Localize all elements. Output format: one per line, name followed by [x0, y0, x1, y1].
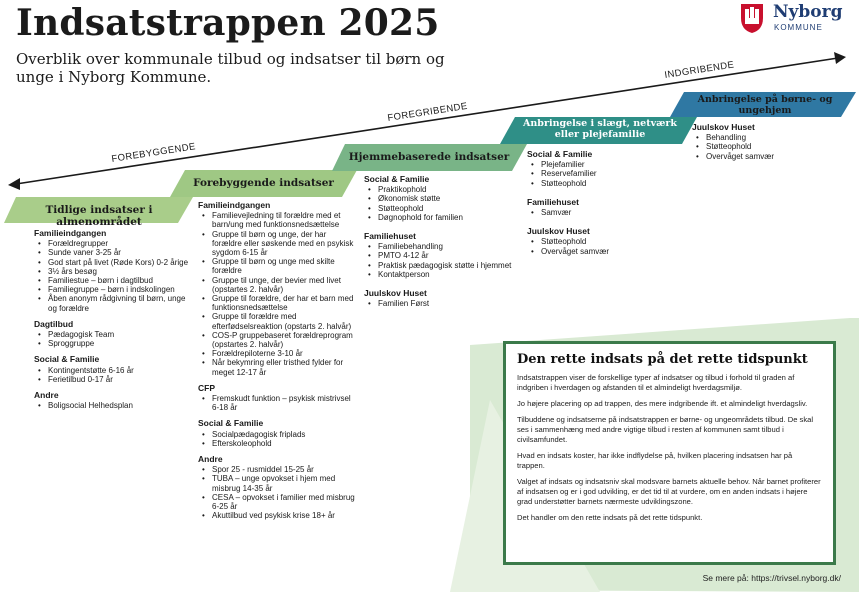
list-item: • PMTO 4-12 år: [378, 251, 524, 260]
castle-crest-icon: [737, 0, 767, 34]
arrow-head-right: [834, 52, 846, 64]
section-heading: Familiehuset: [527, 196, 579, 207]
section-heading: Familieindgangen: [198, 200, 271, 210]
step-2-label: Forebyggende indsatser: [193, 177, 334, 189]
list-item: • Kontaktperson: [378, 270, 524, 279]
list-item: • Åben anonym rådgivning til børn, unge og forældre: [48, 294, 194, 312]
list-item: • Familiebehandling: [378, 242, 524, 251]
info-paragraph: Jo højere placering op ad trappen, des mere indgribende ift. et almindeligt hverdagsliv.: [517, 399, 808, 408]
info-paragraph: Hvad en indsats koster, har ikke indflydelse på, hvilken placering indsatsen har på trappen.: [517, 451, 793, 470]
list-item: • Gruppe til børn og unge, der har forældre eller søskende med en psykisk sygdom 6-15 år: [212, 230, 358, 258]
list-item: • Familiestue – børn i dagtilbud: [48, 276, 194, 285]
arrow-label-indgribende: INDGRIBENDE: [663, 59, 736, 81]
list-item: • Praktisk pædagogisk støtte i hjemmet: [378, 261, 524, 270]
list-item: • Familien Først: [378, 299, 524, 308]
list-item: • Familievejledning til forældre med et barn/ung med funktionsnedsættelse: [212, 211, 358, 229]
list-item: • Forældregrupper: [48, 239, 194, 248]
list-item: • CESA – opvokset i familier med misbrug 6-25 år: [212, 493, 358, 511]
list-item: • Reservefamilier: [541, 169, 687, 178]
list-item: • Kontingentstøtte 6-16 år: [48, 366, 194, 375]
list-item: • Boligsocial Helhedsplan: [48, 401, 194, 410]
list-item: • Efterskoleophold: [212, 439, 358, 448]
list-item: • Gruppe til unge, der bevier med livet (opstartes 2. halvår): [212, 276, 358, 294]
list-item: • Samvær: [541, 208, 687, 217]
step-1-content: [34, 229, 194, 410]
section-heading: Social & Familie: [364, 174, 430, 184]
step-2-content: [198, 201, 358, 521]
list-item: • Støtteophold: [378, 204, 524, 213]
list-item: • COS-P gruppebaseret forældreprogram (opstartes 2. halvår): [212, 331, 358, 349]
info-paragraph: Tilbuddene og indsatserne på indsatstrappen er børne- og ungeområdets tilbud. De skal ses i sammenhæng med andre vigtige tilbud i resten af kommunen samt tilbud i civilsamfundet.: [517, 415, 814, 444]
info-paragraph: Indsatstrappen viser de forskellige typer af indsatser og tilbud i forhold til graden af indgriben i hverdagen og afstanden til et almindeligt hverdagsmiljø.: [517, 373, 795, 392]
step-3-label: Hjemmebaserede indsatser: [348, 151, 510, 163]
section-heading: Juulskov Huset: [364, 288, 427, 299]
section-heading: Andre: [198, 454, 223, 465]
info-box-title: Den rette indsats på det rette tidspunkt: [517, 352, 808, 367]
list-item: • Gruppe til forældre, der har et barn med funktionsnedsættelse: [212, 294, 358, 312]
section-heading: Dagtilbud: [34, 318, 74, 329]
section-heading: Familieindgangen: [34, 228, 107, 238]
list-item: • Gruppe til forældre med efterfødselsreaktion (opstarts 2. halvår): [212, 312, 358, 330]
logo-sub: KOMMUNE: [774, 23, 823, 32]
list-item: • Støtteophold: [706, 142, 842, 151]
list-item: • 3½ års besøg: [48, 267, 194, 276]
list-item: • Døgnophold for familien: [378, 213, 524, 222]
page-title: Indsatstrappen 2025: [16, 2, 440, 44]
section-heading: Familiehuset: [364, 231, 416, 242]
list-item: • Når bekymring eller tristhed fylder for meget 12-17 år: [212, 358, 358, 376]
step-5-content: [692, 123, 842, 161]
list-item: • Behandling: [706, 133, 842, 142]
section-heading: Juulskov Huset: [692, 122, 755, 132]
step-3-content: [364, 175, 524, 308]
section-heading: Andre: [34, 390, 59, 401]
logo-name: Nyborg: [773, 2, 843, 22]
list-item: • Plejefamilier: [541, 160, 687, 169]
list-item: • Familiegruppe – børn i indskolingen: [48, 285, 194, 294]
nyborg-logo: [737, 0, 849, 36]
list-item: • Sproggruppe: [48, 339, 194, 348]
arrow-head-left: [8, 178, 20, 190]
list-item: • Gruppe til børn og unge med skilte forældre: [212, 257, 358, 275]
section-heading: Social & Familie: [527, 149, 593, 159]
info-paragraph: Valget af indsats og indsatsniv skal modsvare barnets aktuelle behov. Når barnet profiterer af indsatsen og er i god udvikling, er det tid til at vurdere, om en anden indsats i højere grad understøtter barnets nærmeste udviklingszone.: [517, 477, 821, 506]
step-5-label: Anbringelse på børne- og ungehjem: [697, 94, 833, 116]
step-4-content: [527, 150, 687, 256]
list-item: • Støtteophold: [541, 179, 687, 188]
section-heading: Social & Familie: [34, 354, 100, 365]
section-heading: Social & Familie: [198, 418, 264, 429]
list-item: • Ferietilbud 0-17 år: [48, 375, 194, 384]
page-subtitle: Overblik over kommunale tilbud og indsatser til børn og unge i Nyborg Kommune.: [16, 50, 445, 86]
list-item: • Økonomisk støtte: [378, 194, 524, 203]
footer-link[interactable]: Se mere på: https://trivsel.nyborg.dk/: [702, 573, 841, 583]
arrow-label-foregribende: FOREGRIBENDE: [386, 100, 469, 124]
list-item: • Spor 25 - rusmiddel 15-25 år: [212, 465, 358, 474]
list-item: • Støtteophold: [541, 237, 687, 246]
list-item: • TUBA – unge opvokset i hjem med misbrug 14-35 år: [212, 474, 358, 492]
list-item: • God start på livet (Røde Kors) 0-2 årige: [48, 258, 194, 267]
list-item: • Pædagogisk Team: [48, 330, 194, 339]
list-item: • Akuttilbud ved psykisk krise 18+ år: [212, 511, 358, 520]
info-paragraph: Det handler om den rette indsats på det rette tidspunkt.: [517, 513, 703, 522]
list-item: • Overvåget samvær: [541, 247, 687, 256]
arrow-label-forebyggende: FOREBYGGENDE: [110, 141, 197, 165]
list-item: • Praktikophold: [378, 185, 524, 194]
step-4-label: Anbringelse i slægt, netværk eller plejefamilie: [523, 118, 677, 140]
list-item: • Sunde vaner 3-25 år: [48, 248, 194, 257]
list-item: • Fremskudt funktion – psykisk mistrivsel 6-18 år: [212, 394, 358, 412]
info-box: [503, 341, 836, 565]
list-item: • Socialpædagogisk friplads: [212, 430, 358, 439]
step-1-label: Tidlige indsatser i almenområdet: [45, 204, 153, 228]
section-heading: Juulskov Huset: [527, 226, 590, 237]
list-item: • Overvåget samvær: [706, 152, 842, 161]
section-heading: CFP: [198, 382, 215, 393]
list-item: • Forældrepiloterne 3-10 år: [212, 349, 358, 358]
